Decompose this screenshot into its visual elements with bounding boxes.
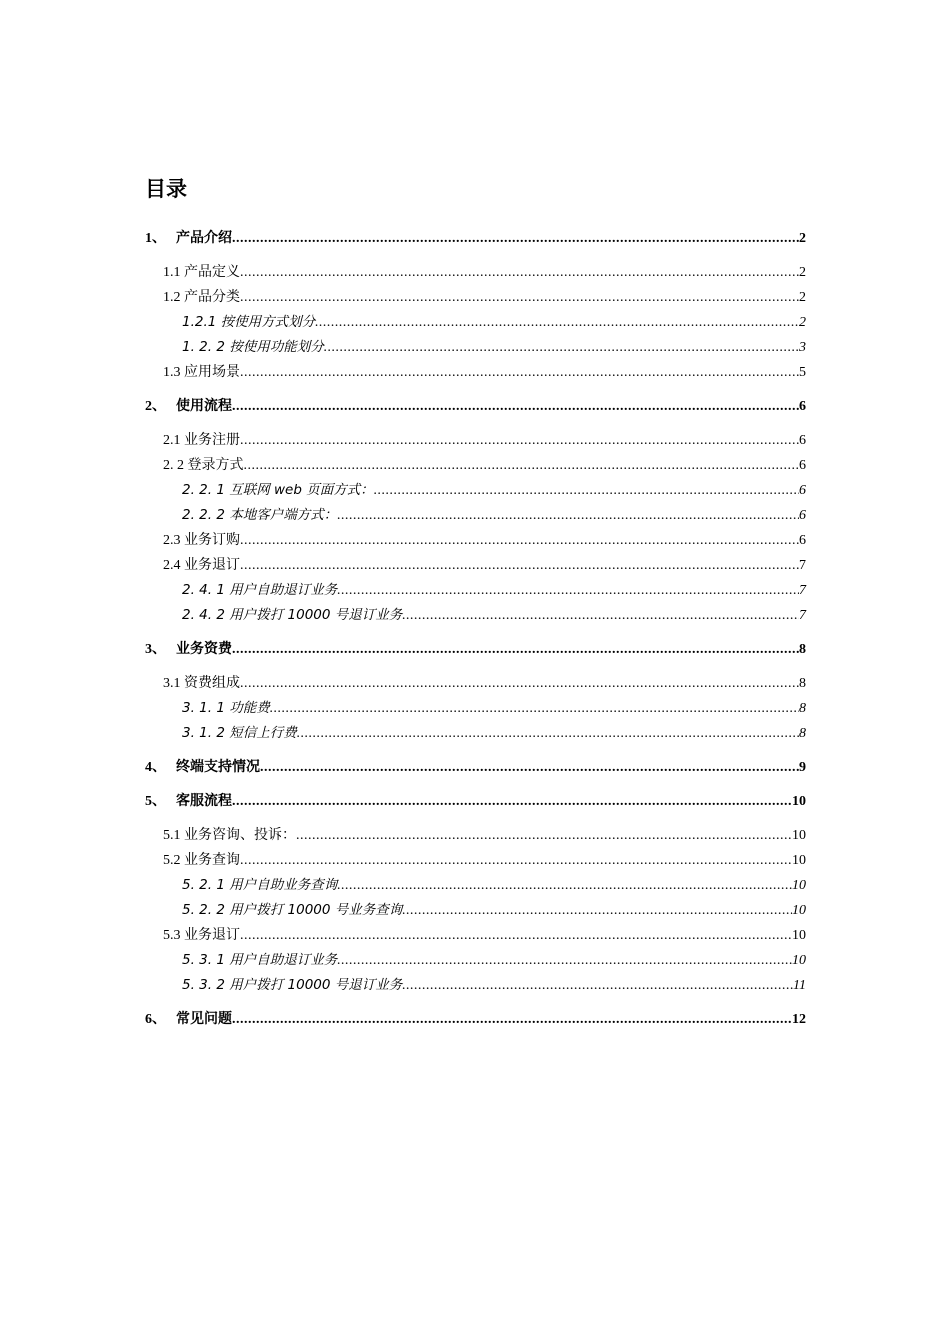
- dot-leader: [232, 1007, 792, 1032]
- toc-entry-label: [145, 1007, 232, 1032]
- toc-page-number: 6: [799, 433, 806, 448]
- toc-entry[interactable]: [145, 335, 806, 360]
- dot-leader: [270, 696, 799, 721]
- toc-page-number: 10: [792, 928, 806, 943]
- toc-entry-label: [145, 394, 232, 419]
- toc-entry[interactable]: [145, 948, 806, 973]
- toc-page-number: 7: [799, 558, 806, 573]
- dot-leader: [374, 478, 799, 503]
- toc-page-number: 2: [799, 290, 806, 305]
- toc-entry-label: [145, 755, 260, 780]
- toc-page-number: 5: [799, 365, 806, 380]
- toc-page-number: 6: [799, 458, 806, 473]
- toc-entry[interactable]: [145, 260, 806, 285]
- toc-entry[interactable]: [145, 1007, 806, 1032]
- toc-entry-number: 2、: [145, 399, 166, 414]
- toc-entry[interactable]: [145, 823, 806, 848]
- toc-page-number: 10: [792, 953, 806, 968]
- dot-leader: [240, 285, 799, 310]
- toc-entry[interactable]: [145, 755, 806, 780]
- dot-leader: [244, 453, 800, 478]
- dot-leader: [296, 823, 792, 848]
- toc-entry[interactable]: [145, 226, 806, 251]
- toc-entry-label: 1.1 产品定义: [163, 265, 240, 280]
- dot-leader: [232, 637, 799, 662]
- toc-entry-label: 2. 2. 1 互联网 web 页面方式：: [182, 482, 374, 498]
- toc-page-number: 9: [799, 760, 806, 775]
- dot-leader: [297, 721, 799, 746]
- toc-entry-label: 2.1 业务注册: [163, 433, 240, 448]
- toc-entry-label: 5.1 业务咨询、投诉：: [163, 828, 296, 843]
- toc-entry[interactable]: [145, 578, 806, 603]
- table-of-contents: [145, 226, 806, 1041]
- dot-leader: [240, 923, 792, 948]
- toc-entry-label: 3.1 资费组成: [163, 676, 240, 691]
- dot-leader: [402, 603, 799, 628]
- toc-entry-label: 2.3 业务订购: [163, 533, 240, 548]
- toc-entry-label: 2.4 业务退订: [163, 558, 240, 573]
- toc-entry-label: 2. 2. 2 本地客户端方式：: [182, 507, 338, 523]
- dot-leader: [240, 848, 792, 873]
- dot-leader: [402, 898, 792, 923]
- dot-leader: [240, 260, 799, 285]
- dot-leader: [240, 671, 799, 696]
- toc-entry-text: 产品介绍: [176, 231, 232, 246]
- dot-leader: [402, 973, 793, 998]
- toc-entry[interactable]: [145, 923, 806, 948]
- toc-entry-label: 5.2 业务查询: [163, 853, 240, 868]
- toc-entry[interactable]: [145, 671, 806, 696]
- toc-title: 目录: [145, 177, 187, 201]
- dot-leader: [240, 428, 799, 453]
- toc-entry[interactable]: [145, 721, 806, 746]
- toc-entry-label: 2. 2 登录方式: [163, 458, 244, 473]
- toc-page-number: 10: [792, 853, 806, 868]
- toc-page-number: 2: [799, 265, 806, 280]
- toc-entry-number: 5、: [145, 794, 166, 809]
- toc-entry-text: 终端支持情况: [176, 760, 260, 775]
- toc-page-number: 11: [793, 978, 806, 993]
- toc-entry[interactable]: [145, 973, 806, 998]
- toc-page-number: 8: [799, 726, 806, 741]
- toc-page-number: 7: [799, 583, 806, 598]
- toc-entry-label: 5. 3. 2 用户拨打 10000 号退订业务: [182, 977, 403, 993]
- toc-entry-label: 3. 1. 2 短信上行费: [182, 725, 297, 741]
- toc-entry[interactable]: [145, 360, 806, 385]
- toc-page-number: 8: [799, 676, 806, 691]
- toc-entry-number: 4、: [145, 760, 166, 775]
- toc-entry[interactable]: [145, 478, 806, 503]
- dot-leader: [240, 553, 799, 578]
- toc-entry[interactable]: [145, 696, 806, 721]
- toc-entry[interactable]: [145, 453, 806, 478]
- toc-page-number: 6: [799, 533, 806, 548]
- toc-entry-text: 常见问题: [176, 1012, 232, 1027]
- toc-entry-number: 6、: [145, 1012, 166, 1027]
- toc-entry-text: 客服流程: [176, 794, 232, 809]
- toc-page-number: 6: [799, 483, 806, 498]
- toc-page-number: 10: [792, 794, 806, 809]
- toc-page-number: 8: [799, 642, 806, 657]
- toc-entry[interactable]: [145, 528, 806, 553]
- dot-leader: [324, 335, 799, 360]
- toc-entry-label: 1.3 应用场景: [163, 365, 240, 380]
- dot-leader: [337, 503, 799, 528]
- toc-entry-text: 使用流程: [176, 399, 232, 414]
- toc-entry-label: 5. 2. 2 用户拨打 10000 号业务查询: [182, 902, 403, 918]
- toc-page-number: 6: [799, 508, 806, 523]
- dot-leader: [232, 394, 799, 419]
- toc-page-number: 2: [799, 315, 806, 330]
- toc-entry[interactable]: [145, 553, 806, 578]
- toc-entry-label: [145, 789, 232, 814]
- toc-entry[interactable]: [145, 310, 806, 335]
- toc-page-number: 10: [792, 878, 806, 893]
- toc-entry[interactable]: [145, 394, 806, 419]
- toc-entry[interactable]: [145, 503, 806, 528]
- toc-entry-number: 3、: [145, 642, 166, 657]
- toc-entry[interactable]: [145, 898, 806, 923]
- toc-entry[interactable]: [145, 873, 806, 898]
- toc-entry[interactable]: [145, 848, 806, 873]
- dot-leader: [232, 789, 792, 814]
- toc-entry-text: 业务资费: [176, 642, 232, 657]
- toc-entry-label: 3. 1. 1 功能费: [182, 700, 270, 716]
- toc-page-number: 2: [799, 231, 806, 246]
- toc-entry-label: 1.2 产品分类: [163, 290, 240, 305]
- dot-leader: [337, 873, 792, 898]
- toc-entry[interactable]: [145, 428, 806, 453]
- toc-page-number: 7: [799, 608, 806, 623]
- dot-leader: [337, 948, 792, 973]
- toc-entry-label: 2. 4. 2 用户拨打 10000 号退订业务: [182, 607, 403, 623]
- toc-entry-label: 5.3 业务退订: [163, 928, 240, 943]
- dot-leader: [232, 226, 799, 251]
- toc-page-number: 12: [792, 1012, 806, 1027]
- toc-page-number: 8: [799, 701, 806, 716]
- dot-leader: [240, 360, 799, 385]
- toc-entry[interactable]: [145, 637, 806, 662]
- toc-entry-label: [145, 226, 232, 251]
- toc-page-number: 10: [792, 828, 806, 843]
- toc-entry-number: 1、: [145, 231, 166, 246]
- toc-entry-label: 5. 3. 1 用户自助退订业务: [182, 952, 338, 968]
- toc-page-number: 6: [799, 399, 806, 414]
- toc-entry[interactable]: [145, 789, 806, 814]
- toc-entry-label: 1.2.1 按使用方式划分: [182, 314, 316, 330]
- dot-leader: [240, 528, 799, 553]
- toc-entry[interactable]: [145, 603, 806, 628]
- toc-page-number: 10: [792, 903, 806, 918]
- dot-leader: [337, 578, 799, 603]
- toc-entry[interactable]: [145, 285, 806, 310]
- toc-page-number: 3: [799, 340, 806, 355]
- toc-entry-label: 1. 2. 2 按使用功能划分: [182, 339, 324, 355]
- dot-leader: [315, 310, 799, 335]
- dot-leader: [260, 755, 799, 780]
- toc-entry-label: 5. 2. 1 用户自助业务查询: [182, 877, 338, 893]
- toc-entry-label: 2. 4. 1 用户自助退订业务: [182, 582, 338, 598]
- toc-entry-label: [145, 637, 232, 662]
